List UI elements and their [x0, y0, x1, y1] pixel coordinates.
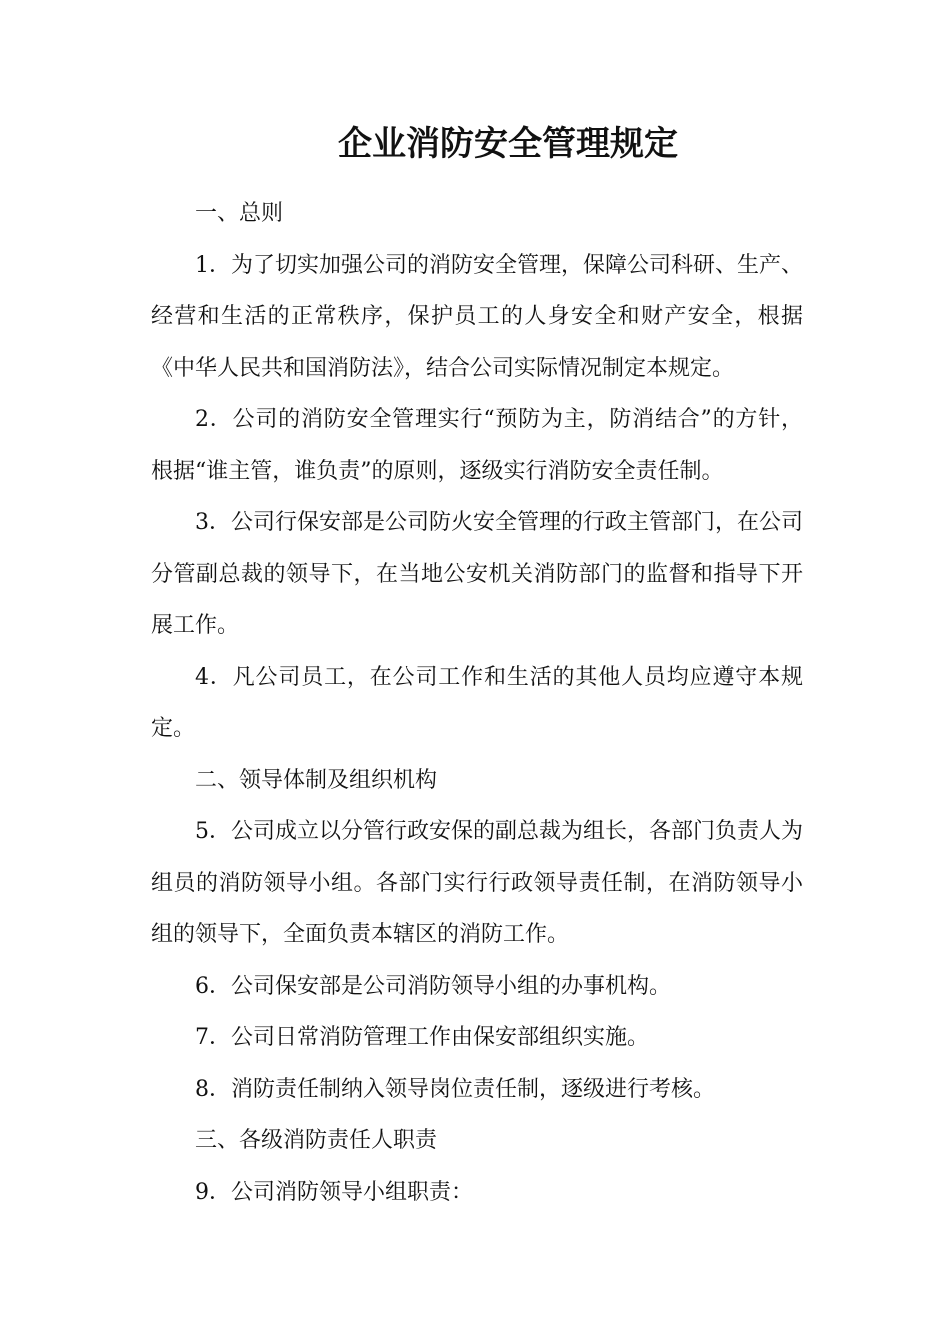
article-9: 9．公司消防领导小组职责：	[195, 1179, 473, 1205]
article-5: 5．公司成立以分管行政安保的副总裁为组长，各部门负责人为组员的消防领导小组。各部门实行行政领导责任制，在消防领导小组的领导下，全面负责本辖区的消防工作。	[151, 819, 803, 947]
section-heading-leadership: 二、领导体制及组织机构	[195, 767, 438, 793]
article-8: 8．消防责任制纳入领导岗位责任制，逐级进行考核。	[195, 1076, 715, 1102]
section-heading-general: 一、总则	[195, 201, 284, 226]
article-6: 6．公司保安部是公司消防领导小组的办事机构。	[195, 973, 671, 999]
document-title: 企业消防安全管理规定	[338, 124, 678, 164]
article-7: 7．公司日常消防管理工作由保安部组织实施。	[195, 1025, 649, 1050]
section-heading-responsibilities: 三、各级消防责任人职责	[195, 1128, 438, 1153]
article-1: 1．为了切实加强公司的消防安全管理，保障公司科研、生产、经营和生活的正常秩序，保护员工的人身安全和财产安全，根据《中华人民共和国消防法》，结合公司实际情况制定本规定。	[151, 252, 803, 381]
document-body	[151, 188, 803, 1218]
article-2: 2．公司的消防安全管理实行“预防为主，防消结合”的方针，根据“谁主管，谁负责”的原则，逐级实行消防安全责任制。	[151, 407, 803, 484]
article-3: 3．公司行保安部是公司防火安全管理的行政主管部门，在公司分管副总裁的领导下，在当地公安机关消防部门的监督和指导下开展工作。	[151, 510, 803, 638]
article-4: 4．凡公司员工，在公司工作和生活的其他人员均应遵守本规定。	[151, 664, 803, 741]
